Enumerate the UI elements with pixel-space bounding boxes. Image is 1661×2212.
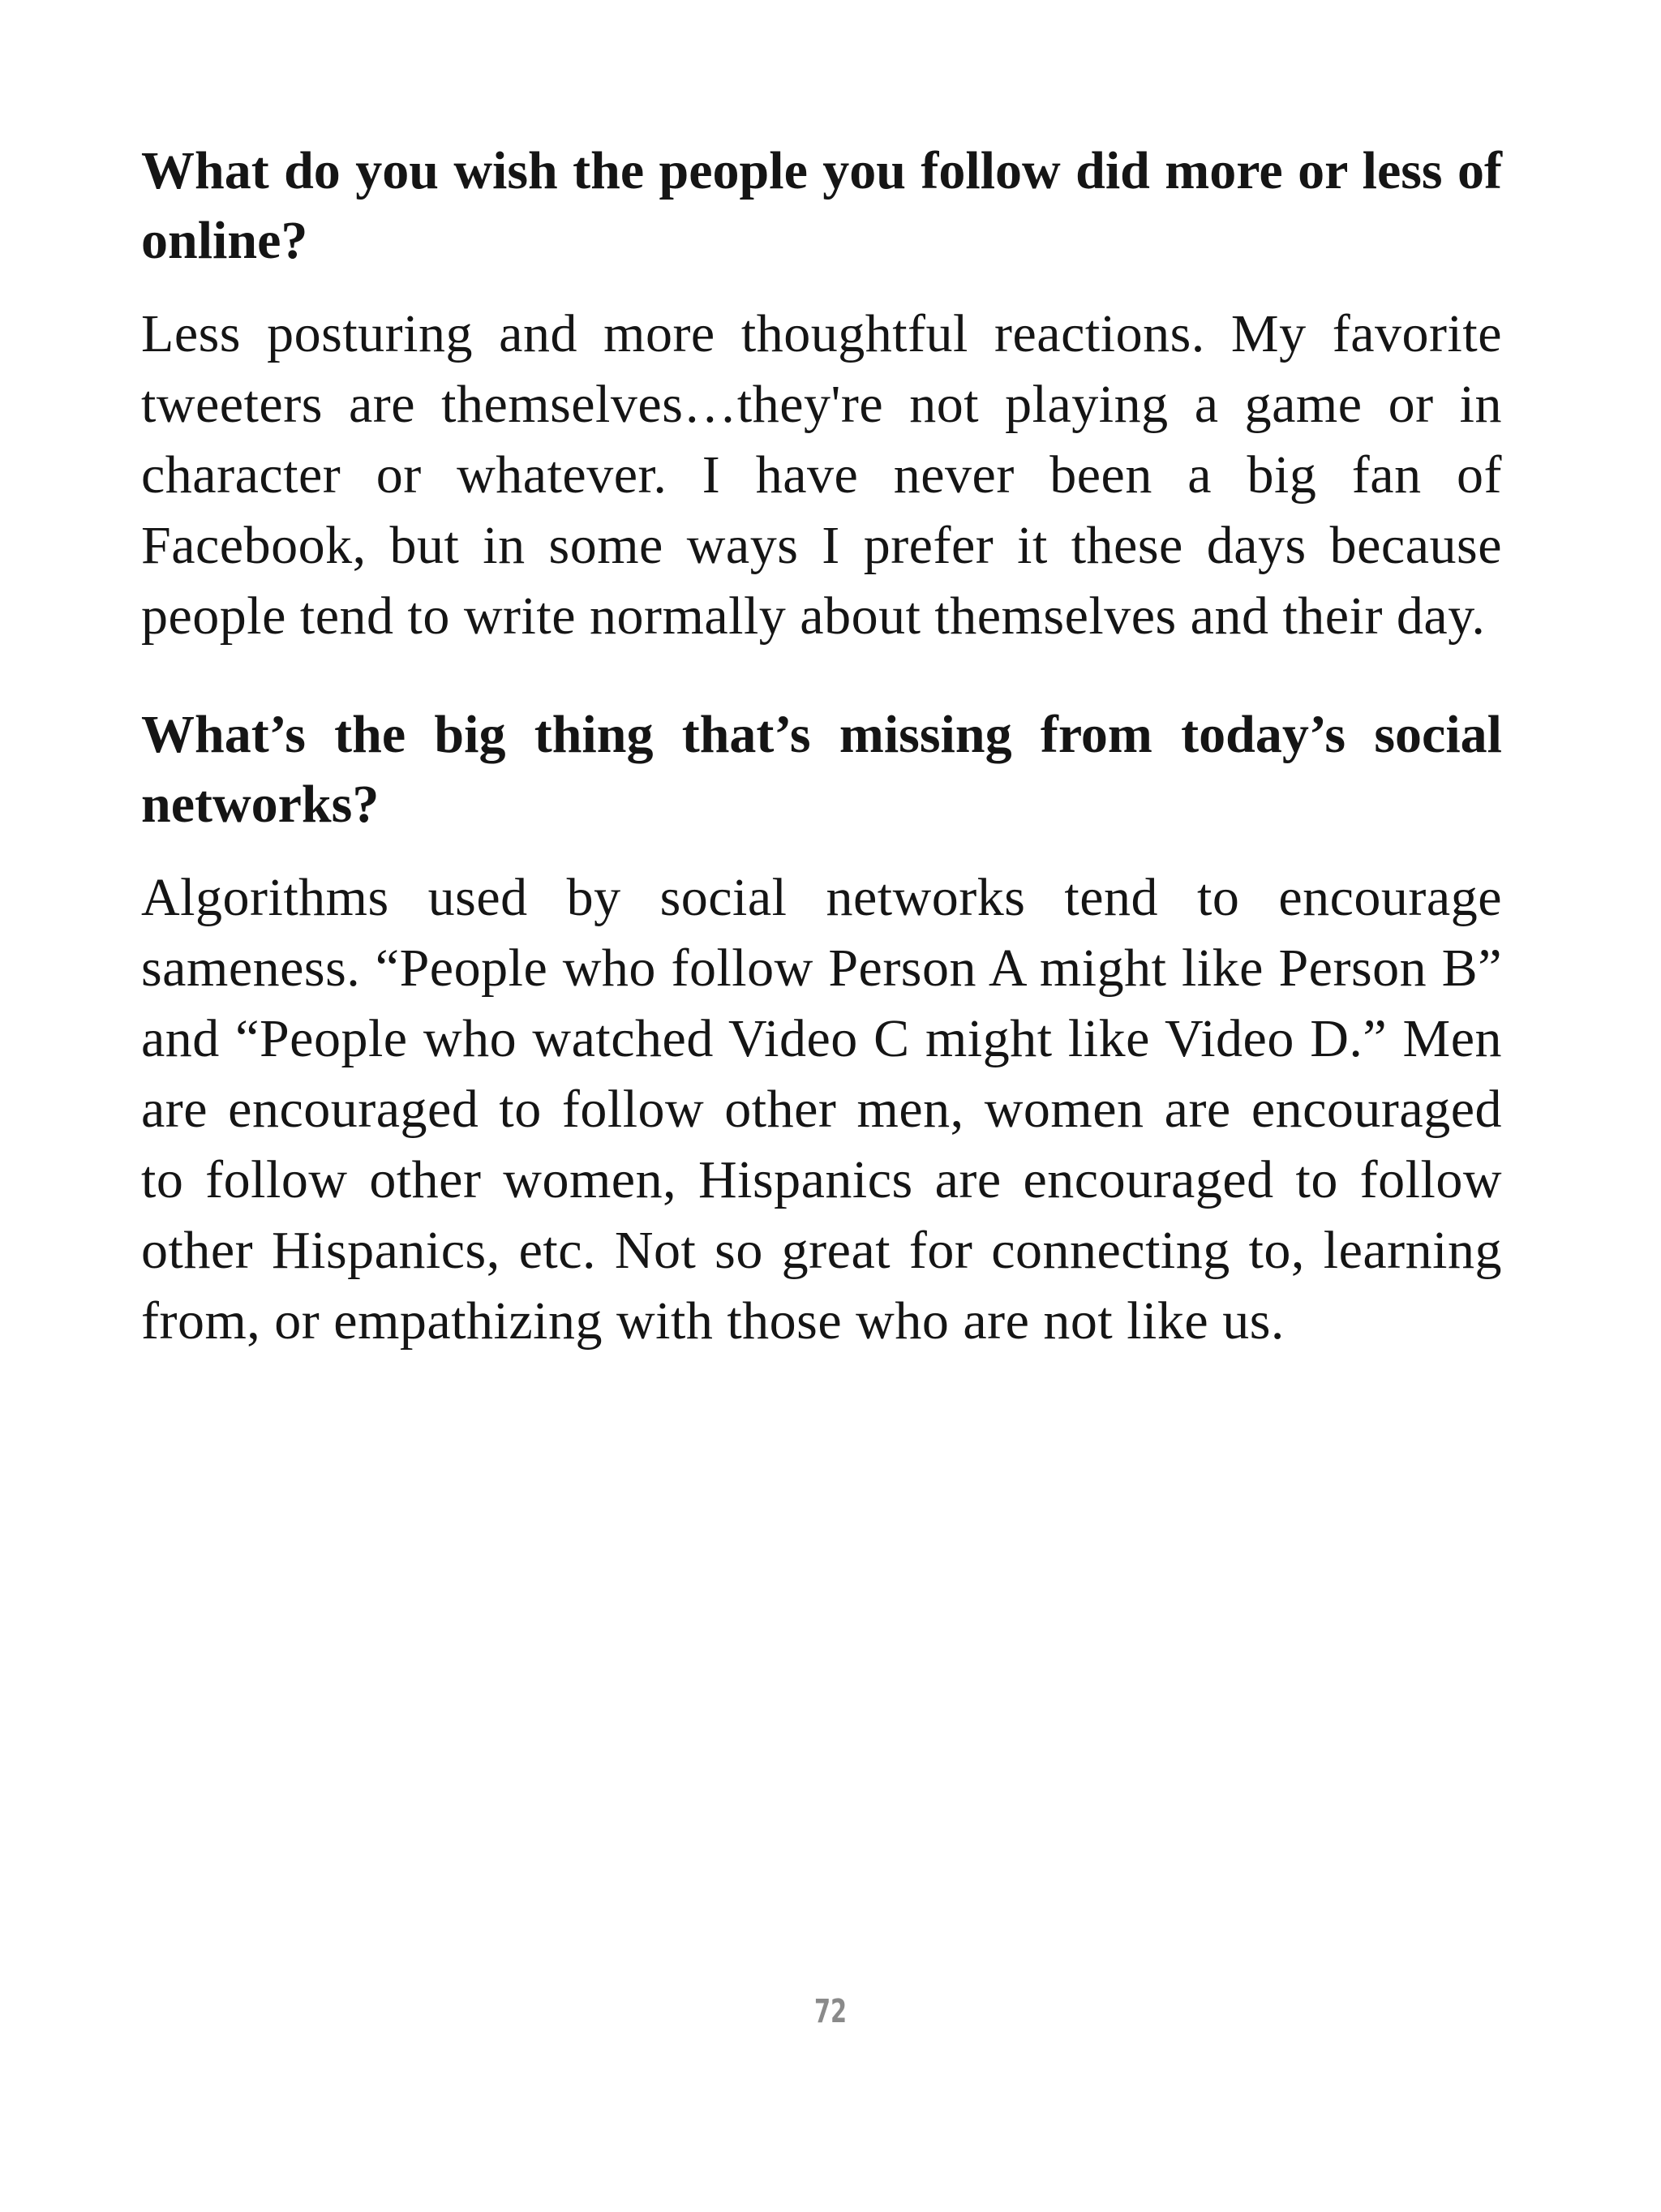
question-heading: What do you wish the people you follow did more or less of online? [141, 141, 1502, 270]
answer-paragraph: Algorithms used by social networks tend to encourage sameness. “People who follow Person A might like Person B” and “People who watched Video C might like Video D.” Men are encouraged to follow other men, women are encouraged to follow other women, Hispanics are encouraged to follow other Hispanics, etc. Not so great for connecting to, learning from, or empathizing with those who are not like us. [141, 868, 1502, 1351]
page-content [141, 136, 1502, 1405]
question-heading: What’s the big thing that’s missing from today’s social networks? [141, 705, 1502, 834]
page-number: 72 [813, 1993, 848, 2030]
answer-paragraph: Less posturing and more thoughtful reactions. My favorite tweeters are themselves…they're not playing a game or in character or whatever. I have never been a big fan of Facebook, but in some ways I prefer it these days because people tend to write normally about themselves and their day. [141, 304, 1502, 646]
